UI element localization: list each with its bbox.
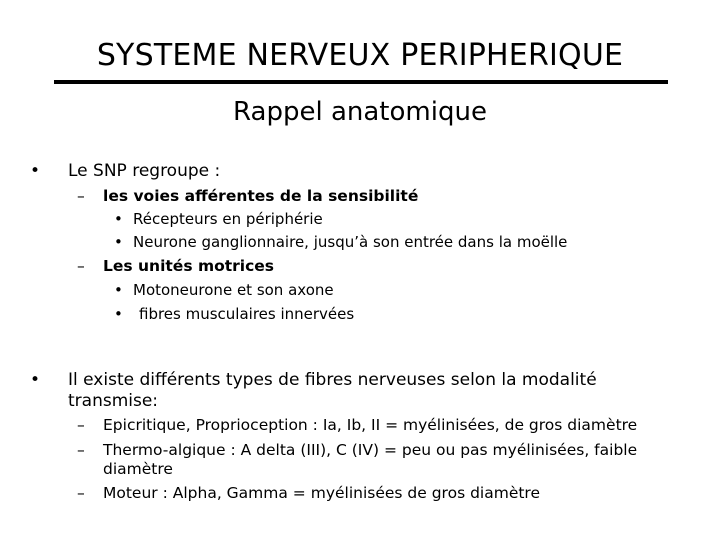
section2-item2-dash: – (77, 441, 85, 459)
section2-heading-line2: transmise: (68, 391, 159, 411)
section1-item2-sub2: fibres musculaires innervées (139, 305, 355, 323)
section1-item2-label: Les unités motrices (103, 257, 275, 275)
page-title: SYSTEME NERVEUX PERIPHERIQUE (96, 38, 624, 73)
section1-item2-sub2-bullet: • (114, 305, 123, 323)
section2-item3: Moteur : Alpha, Gamma = myélinisées de gros diamètre (103, 484, 540, 502)
section1-item1-sub1-bullet: • (114, 210, 123, 228)
section1-item2-sub1-bullet: • (114, 281, 123, 299)
section1-heading: Le SNP regroupe : (68, 161, 221, 181)
section2-item2-line2: diamètre (103, 460, 173, 478)
section2-item3-dash: – (77, 484, 85, 502)
page-subtitle: Rappel anatomique (233, 97, 487, 127)
section1-item1-sub1: Récepteurs en périphérie (133, 210, 323, 228)
section2-heading-line1: Il existe différents types de fibres nerveuses selon la modalité (68, 370, 597, 390)
title-underline (54, 80, 668, 84)
section1-item2-dash: – (77, 257, 85, 275)
section1-item2-sub1: Motoneurone et son axone (133, 281, 334, 299)
section2-item1-dash: – (77, 416, 85, 434)
section2-item2-line1: Thermo-algique : A delta (III), C (IV) = peu ou pas myélinisées, faible (103, 441, 638, 459)
section2-item1: Epicritique, Proprioception : Ia, Ib, II = myélinisées, de gros diamètre (103, 416, 638, 434)
section2-bullet: • (30, 370, 41, 390)
section1-item1-sub2-bullet: • (114, 233, 123, 251)
section1-bullet: • (30, 161, 41, 181)
section1-item1-sub2: Neurone ganglionnaire, jusqu’à son entrée dans la moëlle (133, 233, 568, 251)
section1-item1-label: les voies afférentes de la sensibilité (103, 187, 419, 205)
section1-item1-dash: – (77, 187, 85, 205)
